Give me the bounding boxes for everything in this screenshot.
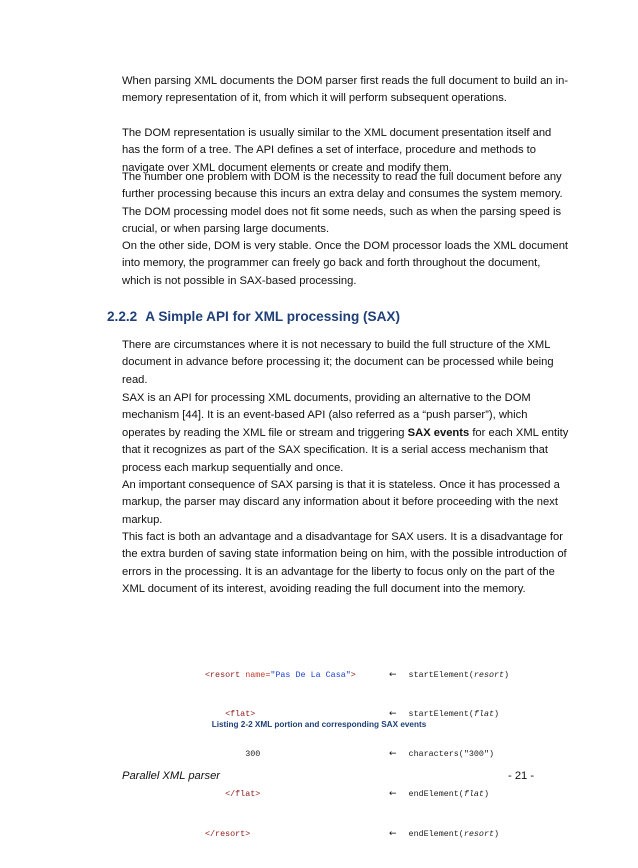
listing-caption: Listing 2-2 XML portion and corresponding SAX events bbox=[211, 720, 427, 729]
left-arrow-icon: ← bbox=[389, 709, 397, 720]
event-end: ) bbox=[494, 709, 500, 720]
xml-code-listing bbox=[205, 642, 356, 868]
sax-api-text-start: SAX is an API for processing XML documents, providing an alternative to the DOM mechanism [44]. It is an event-based API (also referred as a “push parser”), which operates by reading the XML file or stream and triggering bbox=[122, 392, 531, 439]
paragraph-dom-representation: The DOM representation is usually similar to the XML document presentation itself and has the form of a tree. The API defines a set of interface, procedure and methods to navigate over XML document elements or create and modify them. bbox=[122, 127, 552, 174]
code-tag-open: <resort bbox=[205, 669, 246, 680]
left-arrow-icon: ← bbox=[389, 749, 397, 760]
page-number: - 21 - bbox=[508, 770, 535, 782]
code-line: <flat> bbox=[205, 709, 256, 720]
section-title: A Simple API for XML processing (SAX) bbox=[145, 309, 401, 324]
sax-api-text-end: for each XML entity that it recognizes as part of the SAX specification. It is a serial access mechanism that process each markup sequentially and once. bbox=[122, 426, 569, 474]
left-arrow-icon: ← bbox=[389, 669, 397, 680]
event-arg: resort bbox=[463, 829, 494, 840]
sax-event bbox=[389, 748, 509, 761]
sax-events-list bbox=[389, 642, 509, 868]
paragraph-sax-circumstances: There are circumstances where it is not necessary to build the full structure of the XML document in advance before processing it; the document can be processed while being read. bbox=[122, 339, 554, 386]
paragraph-sax-api bbox=[122, 390, 570, 477]
section-number: 2.2.2 bbox=[107, 309, 138, 324]
event-arg: resort bbox=[473, 669, 505, 680]
paragraph-dom-stable: On the other side, DOM is very stable. Once the DOM processor loads the XML document into memory, the programmer can freely go back and forth throughout the document, which is not possible in SAX-based processing. bbox=[122, 240, 569, 287]
event-end: ) bbox=[494, 829, 500, 840]
code-attribute: name= bbox=[245, 669, 271, 680]
event-end: ) bbox=[483, 789, 489, 800]
event-arg: flat bbox=[463, 789, 484, 800]
paragraph-dom-parsing: When parsing XML documents the DOM parser first reads the full document to build an in-memory representation of it, from which it will perform subsequent operations. bbox=[122, 75, 569, 105]
code-line: </resort> bbox=[205, 829, 251, 840]
event-name: startElement( bbox=[408, 709, 474, 720]
event-name: characters( bbox=[408, 749, 464, 760]
section-heading bbox=[107, 309, 400, 324]
code-line bbox=[205, 669, 356, 682]
event-end: ) bbox=[488, 749, 495, 760]
sax-events-bold: SAX events bbox=[407, 426, 470, 439]
sax-event bbox=[389, 828, 509, 841]
sax-event bbox=[389, 669, 509, 682]
code-attribute-value: "Pas De La Casa" bbox=[270, 669, 351, 680]
footer-title: Parallel XML parser bbox=[122, 770, 221, 782]
event-arg: flat bbox=[473, 709, 494, 720]
left-arrow-icon: ← bbox=[389, 789, 397, 800]
code-line: 300 bbox=[205, 749, 261, 760]
event-name: endElement( bbox=[408, 829, 464, 840]
sax-event bbox=[389, 788, 509, 801]
code-line: </flat> bbox=[205, 789, 261, 800]
paragraph-sax-advantage: This fact is both an advantage and a disadvantage for SAX users. It is a disadvantage for the extra burden of saving state information being on him, with the possible introduction of errors in the processing. It is an advantage for the liberty to focus only on the part of the XML document of its interest, avoiding reading the full document into the memory. bbox=[122, 531, 567, 596]
code-tag-close: > bbox=[350, 669, 356, 680]
paragraph-sax-stateless: An important consequence of SAX parsing is that it is stateless. Once it has processed a markup, the parser may discard any information about it before proceeding with the next markup. bbox=[122, 479, 560, 526]
paragraph-dom-problem: The number one problem with DOM is the necessity to read the full document before any further processing because this incurs an extra delay and consumes the system memory. The DOM processing model does not fit some needs, such as when the parsing speed is crucial, or when parsing large documents. bbox=[122, 171, 563, 236]
event-end: ) bbox=[504, 669, 510, 680]
event-arg: "300" bbox=[463, 749, 489, 760]
event-name: startElement( bbox=[408, 669, 474, 680]
event-name: endElement( bbox=[408, 789, 464, 800]
left-arrow-icon: ← bbox=[389, 829, 397, 840]
